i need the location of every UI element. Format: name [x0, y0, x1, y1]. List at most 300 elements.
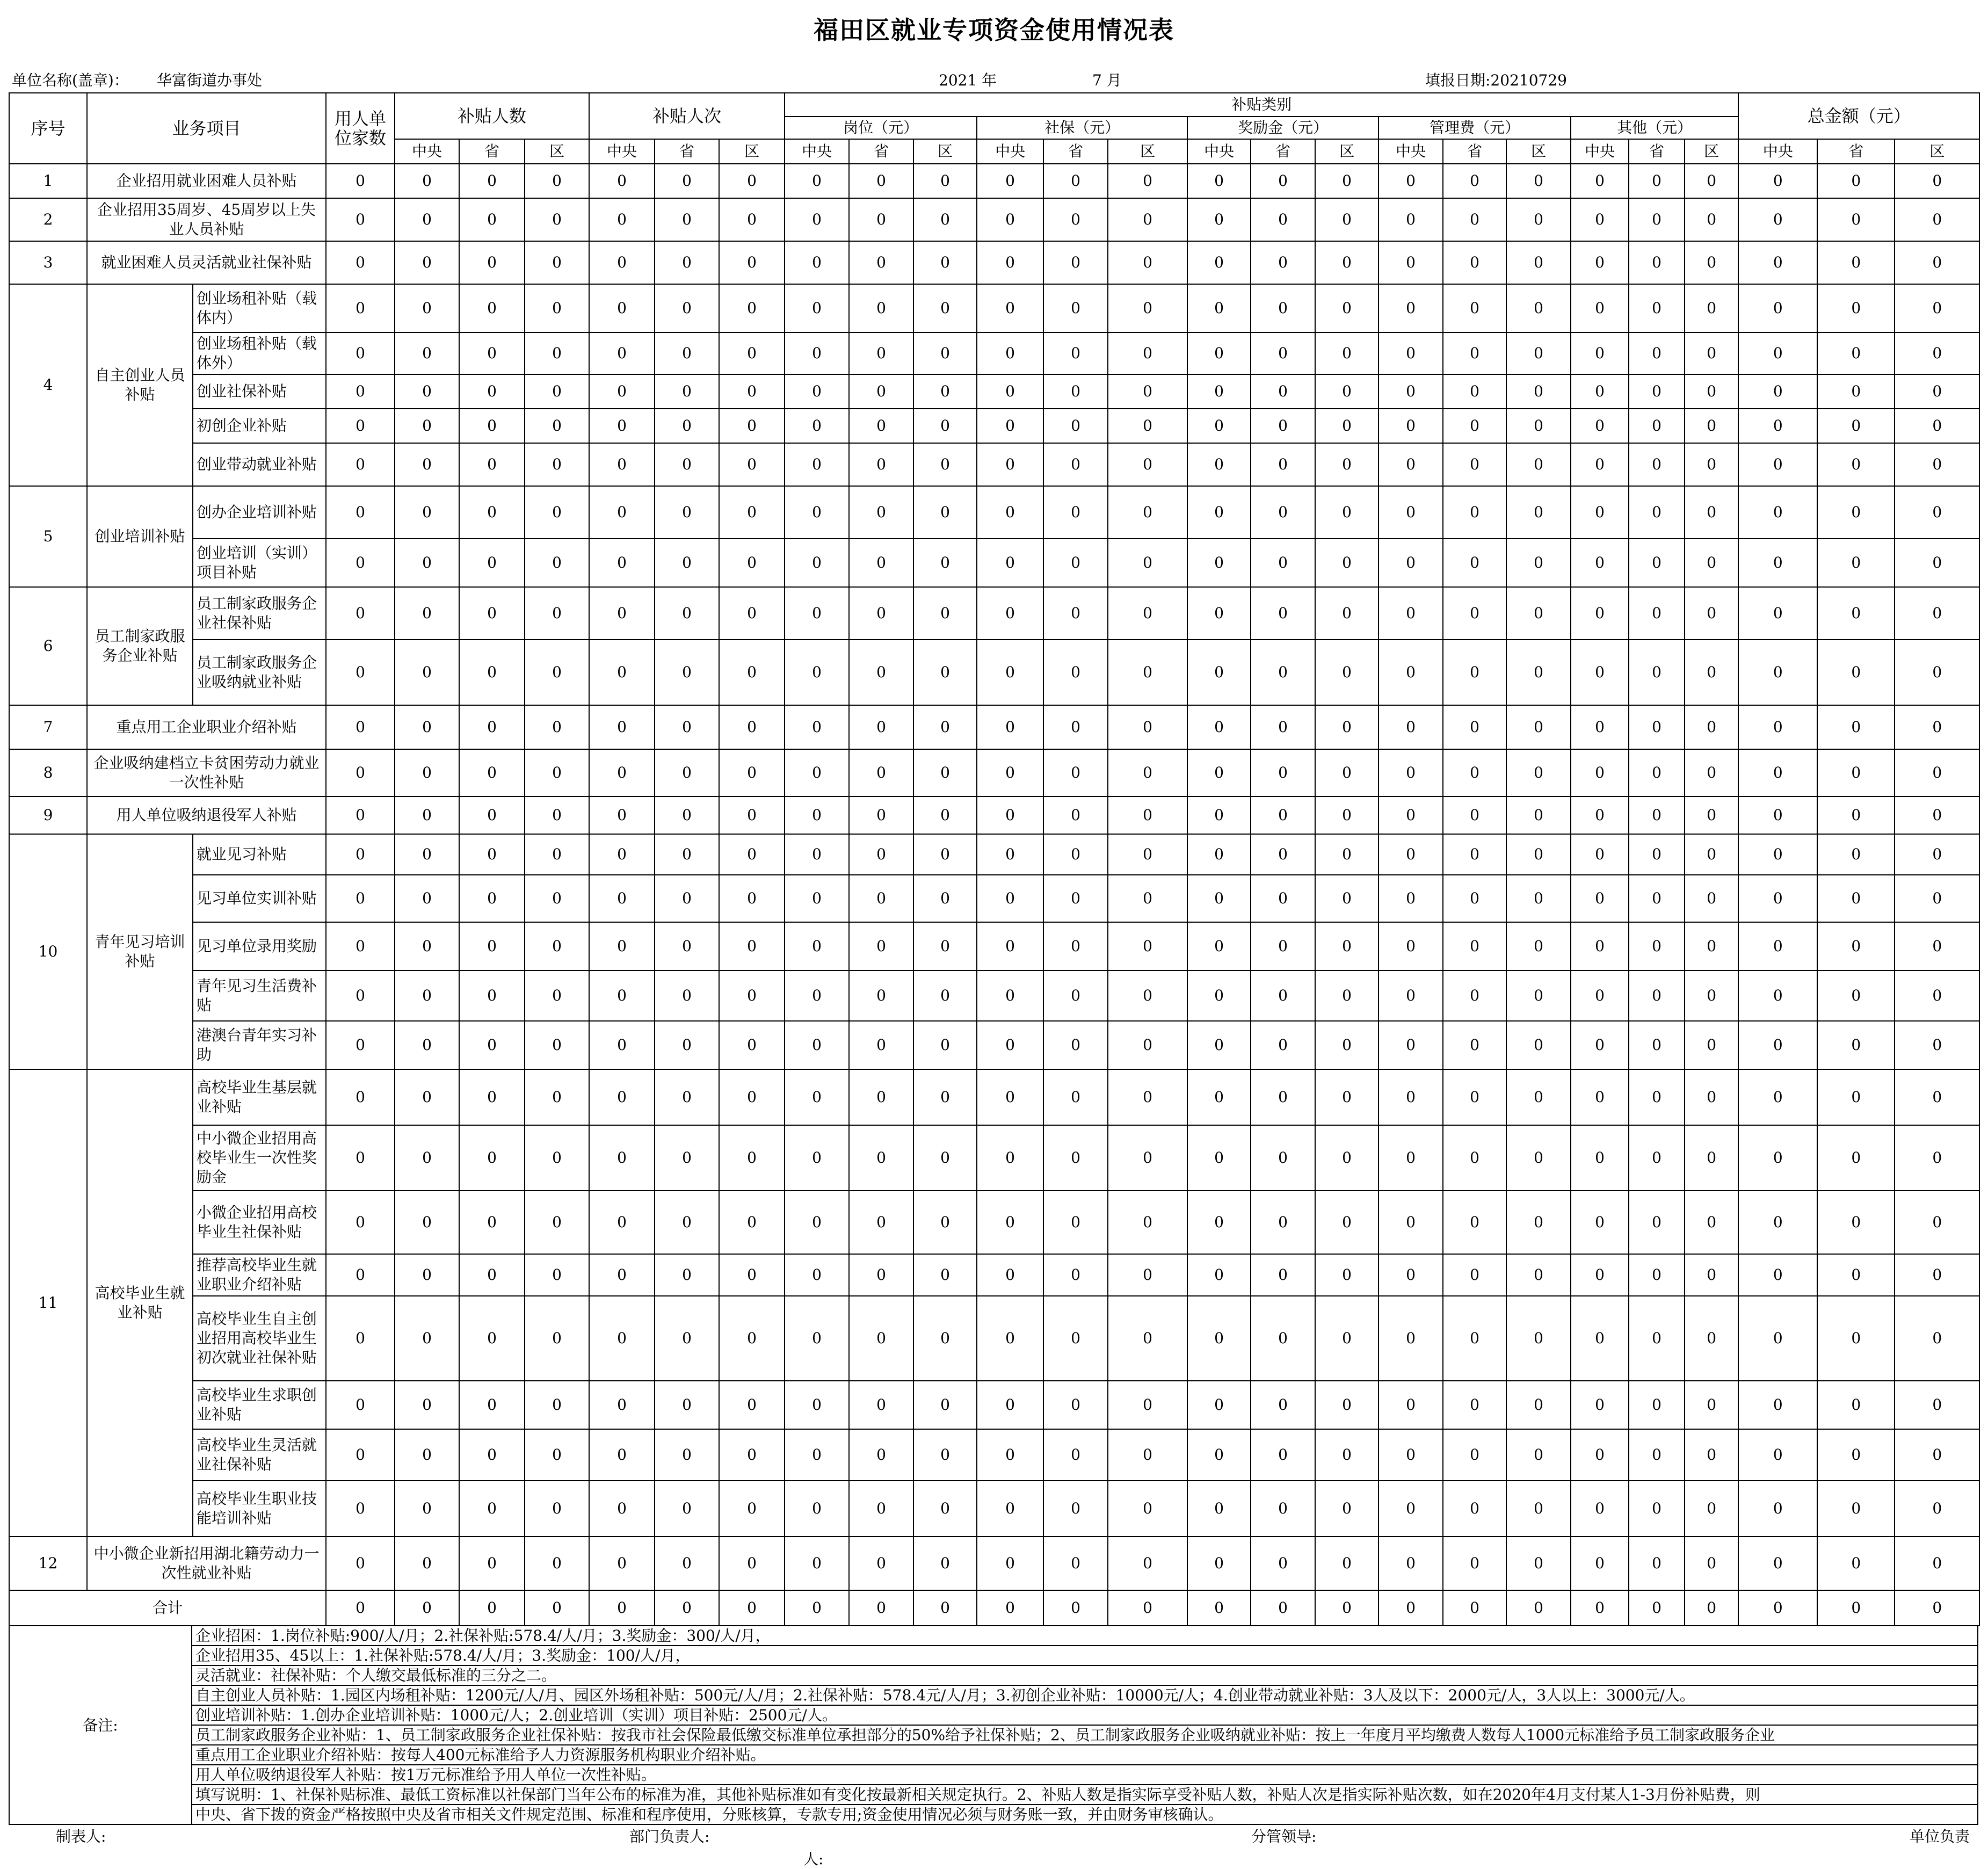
value-cell: 0 [395, 796, 459, 834]
value-cell: 0 [525, 1381, 589, 1429]
value-cell: 0 [395, 1254, 459, 1296]
value-cell: 0 [1108, 1481, 1187, 1537]
value-cell: 0 [1108, 1191, 1187, 1254]
value-cell: 0 [1629, 1191, 1685, 1254]
row-item-name: 创业场租补贴（载体外） [193, 332, 326, 374]
value-cell: 0 [1506, 284, 1571, 332]
value-cell: 0 [1251, 443, 1315, 486]
value-cell: 0 [1895, 1296, 1979, 1381]
value-cell: 0 [1043, 1191, 1108, 1254]
value-cell: 0 [1043, 241, 1108, 284]
value-cell: 0 [719, 834, 785, 875]
table-row [9, 922, 1979, 970]
table-row [9, 374, 1979, 409]
value-cell: 0 [1443, 1296, 1506, 1381]
row-seq: 2 [9, 198, 87, 241]
header-level-district: 区 [1685, 139, 1738, 164]
value-cell: 0 [1043, 1069, 1108, 1125]
value-cell: 0 [977, 922, 1043, 970]
row-seq: 11 [9, 1069, 87, 1537]
value-cell: 0 [1315, 1296, 1378, 1381]
value-cell: 0 [913, 587, 977, 640]
value-cell: 0 [1506, 1125, 1571, 1191]
header-level-central: 中央 [1738, 139, 1817, 164]
note-row [9, 1705, 1978, 1725]
value-cell: 0 [719, 640, 785, 705]
value-cell: 0 [1108, 1296, 1187, 1381]
value-cell: 0 [977, 1429, 1043, 1481]
value-cell: 0 [719, 970, 785, 1021]
value-cell: 0 [1506, 164, 1571, 198]
value-cell: 0 [1817, 332, 1895, 374]
value-cell: 0 [1315, 922, 1378, 970]
value-cell: 0 [1187, 970, 1251, 1021]
value-cell: 0 [655, 640, 719, 705]
value-cell: 0 [1443, 332, 1506, 374]
row-item-name: 推荐高校毕业生就业职业介绍补贴 [193, 1254, 326, 1296]
value-cell: 0 [1251, 749, 1315, 796]
value-cell: 0 [1187, 749, 1251, 796]
value-cell: 0 [1187, 443, 1251, 486]
value-cell: 0 [326, 284, 395, 332]
table-row [9, 705, 1979, 749]
value-cell: 0 [1895, 1125, 1979, 1191]
value-cell: 0 [326, 486, 395, 539]
value-cell: 0 [913, 705, 977, 749]
value-cell: 0 [849, 332, 913, 374]
value-cell: 0 [1571, 922, 1629, 970]
value-cell: 0 [1378, 1481, 1443, 1537]
value-cell: 0 [1043, 539, 1108, 587]
value-cell: 0 [1315, 640, 1378, 705]
value-cell: 0 [1629, 1125, 1685, 1191]
value-cell: 0 [1685, 640, 1738, 705]
total-value-cell: 0 [977, 1590, 1043, 1626]
value-cell: 0 [589, 1125, 655, 1191]
value-cell: 0 [655, 486, 719, 539]
value-cell: 0 [1685, 1537, 1738, 1590]
value-cell: 0 [849, 284, 913, 332]
value-cell: 0 [1378, 587, 1443, 640]
value-cell: 0 [395, 970, 459, 1021]
value-cell: 0 [1571, 749, 1629, 796]
header-row-1 [9, 93, 1979, 117]
value-cell: 0 [589, 198, 655, 241]
value-cell: 0 [1817, 796, 1895, 834]
header-employers: 用人单位家数 [326, 93, 395, 164]
total-value-cell: 0 [1378, 1590, 1443, 1626]
note-row [9, 1626, 1978, 1646]
value-cell: 0 [1571, 1381, 1629, 1429]
value-cell: 0 [326, 1125, 395, 1191]
value-cell: 0 [1443, 922, 1506, 970]
value-cell: 0 [977, 284, 1043, 332]
header-level-central: 中央 [977, 139, 1043, 164]
value-cell: 0 [1108, 587, 1187, 640]
row-seq: 9 [9, 796, 87, 834]
row-item-name: 港澳台青年实习补助 [193, 1021, 326, 1069]
value-cell: 0 [1251, 1481, 1315, 1537]
value-cell: 0 [1315, 486, 1378, 539]
value-cell: 0 [1108, 241, 1187, 284]
note-line: 企业招用35、45以上：1.社保补贴:578.4/人/月；3.奖励金：100/人/月， [192, 1646, 1978, 1665]
value-cell: 0 [913, 1191, 977, 1254]
value-cell: 0 [525, 1125, 589, 1191]
value-cell: 0 [1043, 834, 1108, 875]
row-item-name: 创业场租补贴（载体内） [193, 284, 326, 332]
value-cell: 0 [1629, 922, 1685, 970]
value-cell: 0 [977, 705, 1043, 749]
value-cell: 0 [1378, 705, 1443, 749]
value-cell: 0 [785, 922, 849, 970]
value-cell: 0 [459, 409, 525, 443]
value-cell: 0 [1629, 1381, 1685, 1429]
total-value-cell: 0 [655, 1590, 719, 1626]
value-cell: 0 [977, 1481, 1043, 1537]
value-cell: 0 [1315, 796, 1378, 834]
value-cell: 0 [1315, 970, 1378, 1021]
value-cell: 0 [913, 241, 977, 284]
note-row [9, 1765, 1978, 1785]
value-cell: 0 [1315, 443, 1378, 486]
value-cell: 0 [1895, 539, 1979, 587]
value-cell: 0 [655, 922, 719, 970]
value-cell: 0 [1315, 1381, 1378, 1429]
value-cell: 0 [1506, 443, 1571, 486]
value-cell: 0 [1315, 539, 1378, 587]
value-cell: 0 [589, 486, 655, 539]
value-cell: 0 [1685, 284, 1738, 332]
value-cell: 0 [1685, 587, 1738, 640]
value-cell: 0 [326, 1021, 395, 1069]
table-row [9, 1296, 1979, 1381]
value-cell: 0 [1187, 1191, 1251, 1254]
value-cell: 0 [1378, 241, 1443, 284]
value-cell: 0 [589, 164, 655, 198]
value-cell: 0 [1738, 539, 1817, 587]
row-item-name: 就业见习补贴 [193, 834, 326, 875]
table-row [9, 332, 1979, 374]
value-cell: 0 [1378, 1125, 1443, 1191]
value-cell: 0 [395, 834, 459, 875]
value-cell: 0 [1817, 164, 1895, 198]
value-cell: 0 [1629, 409, 1685, 443]
value-cell: 0 [1817, 1069, 1895, 1125]
value-cell: 0 [1315, 164, 1378, 198]
value-cell: 0 [1043, 1125, 1108, 1191]
value-cell: 0 [1378, 1537, 1443, 1590]
value-cell: 0 [1187, 284, 1251, 332]
value-cell: 0 [326, 374, 395, 409]
value-cell: 0 [913, 164, 977, 198]
row-seq: 1 [9, 164, 87, 198]
value-cell: 0 [525, 1191, 589, 1254]
value-cell: 0 [459, 539, 525, 587]
value-cell: 0 [1629, 1429, 1685, 1481]
value-cell: 0 [1251, 1069, 1315, 1125]
value-cell: 0 [1108, 486, 1187, 539]
value-cell: 0 [1108, 539, 1187, 587]
value-cell: 0 [785, 1069, 849, 1125]
value-cell: 0 [459, 1537, 525, 1590]
value-cell: 0 [525, 409, 589, 443]
value-cell: 0 [1685, 1381, 1738, 1429]
value-cell: 0 [1685, 409, 1738, 443]
value-cell: 0 [1895, 970, 1979, 1021]
value-cell: 0 [589, 1429, 655, 1481]
value-cell: 0 [1506, 705, 1571, 749]
value-cell: 0 [589, 1254, 655, 1296]
value-cell: 0 [849, 1537, 913, 1590]
value-cell: 0 [1108, 705, 1187, 749]
value-cell: 0 [459, 1296, 525, 1381]
value-cell: 0 [1895, 374, 1979, 409]
value-cell: 0 [655, 875, 719, 922]
report-year: 2021 年 [939, 71, 997, 89]
value-cell: 0 [589, 587, 655, 640]
value-cell: 0 [719, 1429, 785, 1481]
value-cell: 0 [525, 587, 589, 640]
value-cell: 0 [977, 241, 1043, 284]
value-cell: 0 [1443, 1021, 1506, 1069]
value-cell: 0 [589, 332, 655, 374]
value-cell: 0 [1315, 1481, 1378, 1537]
value-cell: 0 [1506, 1429, 1571, 1481]
value-cell: 0 [1043, 749, 1108, 796]
value-cell: 0 [1187, 922, 1251, 970]
value-cell: 0 [1443, 749, 1506, 796]
value-cell: 0 [719, 1381, 785, 1429]
row-group-name: 高校毕业生就业补贴 [87, 1069, 193, 1537]
value-cell: 0 [719, 409, 785, 443]
value-cell: 0 [589, 834, 655, 875]
value-cell: 0 [1571, 284, 1629, 332]
value-cell: 0 [1378, 875, 1443, 922]
value-cell: 0 [1043, 705, 1108, 749]
value-cell: 0 [1108, 409, 1187, 443]
value-cell: 0 [326, 922, 395, 970]
total-value-cell: 0 [525, 1590, 589, 1626]
value-cell: 0 [719, 1481, 785, 1537]
table-row [9, 1125, 1979, 1191]
value-cell: 0 [326, 834, 395, 875]
note-line: 中央、省下拨的资金严格按照中央及省市相关文件规定范围、标准和程序使用，分账核算，专款专用;资金使用情况必须与财务账一致，并由财务审核确认。 [192, 1805, 1978, 1824]
value-cell: 0 [326, 705, 395, 749]
value-cell: 0 [395, 1429, 459, 1481]
value-cell: 0 [1315, 1537, 1378, 1590]
value-cell: 0 [1108, 1537, 1187, 1590]
value-cell: 0 [1817, 1381, 1895, 1429]
value-cell: 0 [977, 1125, 1043, 1191]
value-cell: 0 [1251, 374, 1315, 409]
note-row [9, 1665, 1978, 1685]
value-cell: 0 [1571, 1191, 1629, 1254]
row-item-name: 高校毕业生自主创业招用高校毕业生初次就业社保补贴 [193, 1296, 326, 1381]
value-cell: 0 [1817, 443, 1895, 486]
header-level-district: 区 [1108, 139, 1187, 164]
value-cell: 0 [913, 198, 977, 241]
value-cell: 0 [977, 443, 1043, 486]
value-cell: 0 [913, 834, 977, 875]
value-cell: 0 [525, 241, 589, 284]
value-cell: 0 [849, 1429, 913, 1481]
value-cell: 0 [655, 1191, 719, 1254]
value-cell: 0 [913, 1296, 977, 1381]
total-value-cell: 0 [1108, 1590, 1187, 1626]
value-cell: 0 [785, 749, 849, 796]
note-row [9, 1805, 1978, 1824]
total-value-cell: 0 [1443, 1590, 1506, 1626]
value-cell: 0 [1378, 1069, 1443, 1125]
header-level-province: 省 [1629, 139, 1685, 164]
header-level-province: 省 [1251, 139, 1315, 164]
value-cell: 0 [1629, 284, 1685, 332]
value-cell: 0 [1895, 284, 1979, 332]
value-cell: 0 [1738, 1069, 1817, 1125]
value-cell: 0 [719, 332, 785, 374]
table-row [9, 164, 1979, 198]
note-row [9, 1725, 1978, 1745]
value-cell: 0 [913, 284, 977, 332]
value-cell: 0 [913, 1481, 977, 1537]
value-cell: 0 [1315, 409, 1378, 443]
table-row [9, 486, 1979, 539]
value-cell: 0 [1251, 1296, 1315, 1381]
total-value-cell: 0 [1251, 1590, 1315, 1626]
value-cell: 0 [1187, 1125, 1251, 1191]
value-cell: 0 [977, 1381, 1043, 1429]
value-cell: 0 [849, 241, 913, 284]
row-seq: 3 [9, 241, 87, 284]
value-cell: 0 [525, 922, 589, 970]
total-value-cell: 0 [1895, 1590, 1979, 1626]
value-cell: 0 [1738, 443, 1817, 486]
table-row [9, 198, 1979, 241]
value-cell: 0 [459, 486, 525, 539]
value-cell: 0 [1895, 705, 1979, 749]
value-cell: 0 [1629, 834, 1685, 875]
value-cell: 0 [1108, 198, 1187, 241]
value-cell: 0 [1685, 539, 1738, 587]
value-cell: 0 [525, 875, 589, 922]
value-cell: 0 [1506, 332, 1571, 374]
value-cell: 0 [1187, 587, 1251, 640]
value-cell: 0 [1738, 587, 1817, 640]
value-cell: 0 [1817, 241, 1895, 284]
value-cell: 0 [395, 1537, 459, 1590]
value-cell: 0 [785, 1537, 849, 1590]
value-cell: 0 [1738, 1537, 1817, 1590]
value-cell: 0 [655, 1021, 719, 1069]
value-cell: 0 [1817, 284, 1895, 332]
value-cell: 0 [1108, 1381, 1187, 1429]
value-cell: 0 [1506, 922, 1571, 970]
value-cell: 0 [589, 443, 655, 486]
value-cell: 0 [1895, 409, 1979, 443]
value-cell: 0 [525, 796, 589, 834]
value-cell: 0 [913, 640, 977, 705]
value-cell: 0 [1629, 1481, 1685, 1537]
value-cell: 0 [1895, 749, 1979, 796]
total-label: 合计 [9, 1590, 326, 1626]
value-cell: 0 [1251, 486, 1315, 539]
value-cell: 0 [459, 1254, 525, 1296]
row-item-name: 员工制家政服务企业社保补贴 [193, 587, 326, 640]
value-cell: 0 [1443, 198, 1506, 241]
value-cell: 0 [849, 796, 913, 834]
table-row [9, 241, 1979, 284]
value-cell: 0 [719, 875, 785, 922]
value-cell: 0 [913, 1254, 977, 1296]
value-cell: 0 [913, 443, 977, 486]
value-cell: 0 [1571, 1537, 1629, 1590]
value-cell: 0 [1251, 796, 1315, 834]
value-cell: 0 [1738, 198, 1817, 241]
value-cell: 0 [1895, 1191, 1979, 1254]
value-cell: 0 [1443, 164, 1506, 198]
row-item-name: 初创企业补贴 [193, 409, 326, 443]
value-cell: 0 [459, 796, 525, 834]
value-cell: 0 [1738, 374, 1817, 409]
table-row [9, 834, 1979, 875]
table-row [9, 1254, 1979, 1296]
value-cell: 0 [1108, 284, 1187, 332]
value-cell: 0 [1895, 486, 1979, 539]
value-cell: 0 [977, 1191, 1043, 1254]
value-cell: 0 [1251, 409, 1315, 443]
value-cell: 0 [589, 284, 655, 332]
value-cell: 0 [1043, 1537, 1108, 1590]
value-cell: 0 [849, 374, 913, 409]
row-item-name: 见习单位实训补贴 [193, 875, 326, 922]
header-level-central: 中央 [1187, 139, 1251, 164]
value-cell: 0 [1506, 796, 1571, 834]
value-cell: 0 [1685, 486, 1738, 539]
row-item-name: 中小微企业招用高校毕业生一次性奖励金 [193, 1125, 326, 1191]
value-cell: 0 [1187, 640, 1251, 705]
value-cell: 0 [1043, 409, 1108, 443]
value-cell: 0 [785, 834, 849, 875]
value-cell: 0 [1315, 1021, 1378, 1069]
value-cell: 0 [459, 332, 525, 374]
value-cell: 0 [326, 409, 395, 443]
value-cell: 0 [1043, 198, 1108, 241]
value-cell: 0 [395, 749, 459, 796]
value-cell: 0 [326, 1254, 395, 1296]
value-cell: 0 [1506, 587, 1571, 640]
value-cell: 0 [1108, 1429, 1187, 1481]
value-cell: 0 [326, 539, 395, 587]
value-cell: 0 [1571, 198, 1629, 241]
value-cell: 0 [719, 1254, 785, 1296]
table-row [9, 1481, 1979, 1537]
value-cell: 0 [1629, 539, 1685, 587]
value-cell: 0 [459, 1481, 525, 1537]
value-cell: 0 [589, 640, 655, 705]
value-cell: 0 [525, 1021, 589, 1069]
total-value-cell: 0 [1043, 1590, 1108, 1626]
value-cell: 0 [1108, 1254, 1187, 1296]
unit-name: 华富街道办事处 [157, 71, 263, 89]
value-cell: 0 [1685, 1481, 1738, 1537]
total-value-cell: 0 [1315, 1590, 1378, 1626]
header-level-central: 中央 [785, 139, 849, 164]
table-row [9, 875, 1979, 922]
value-cell: 0 [977, 1296, 1043, 1381]
value-cell: 0 [1738, 241, 1817, 284]
value-cell: 0 [849, 1069, 913, 1125]
value-cell: 0 [326, 1537, 395, 1590]
